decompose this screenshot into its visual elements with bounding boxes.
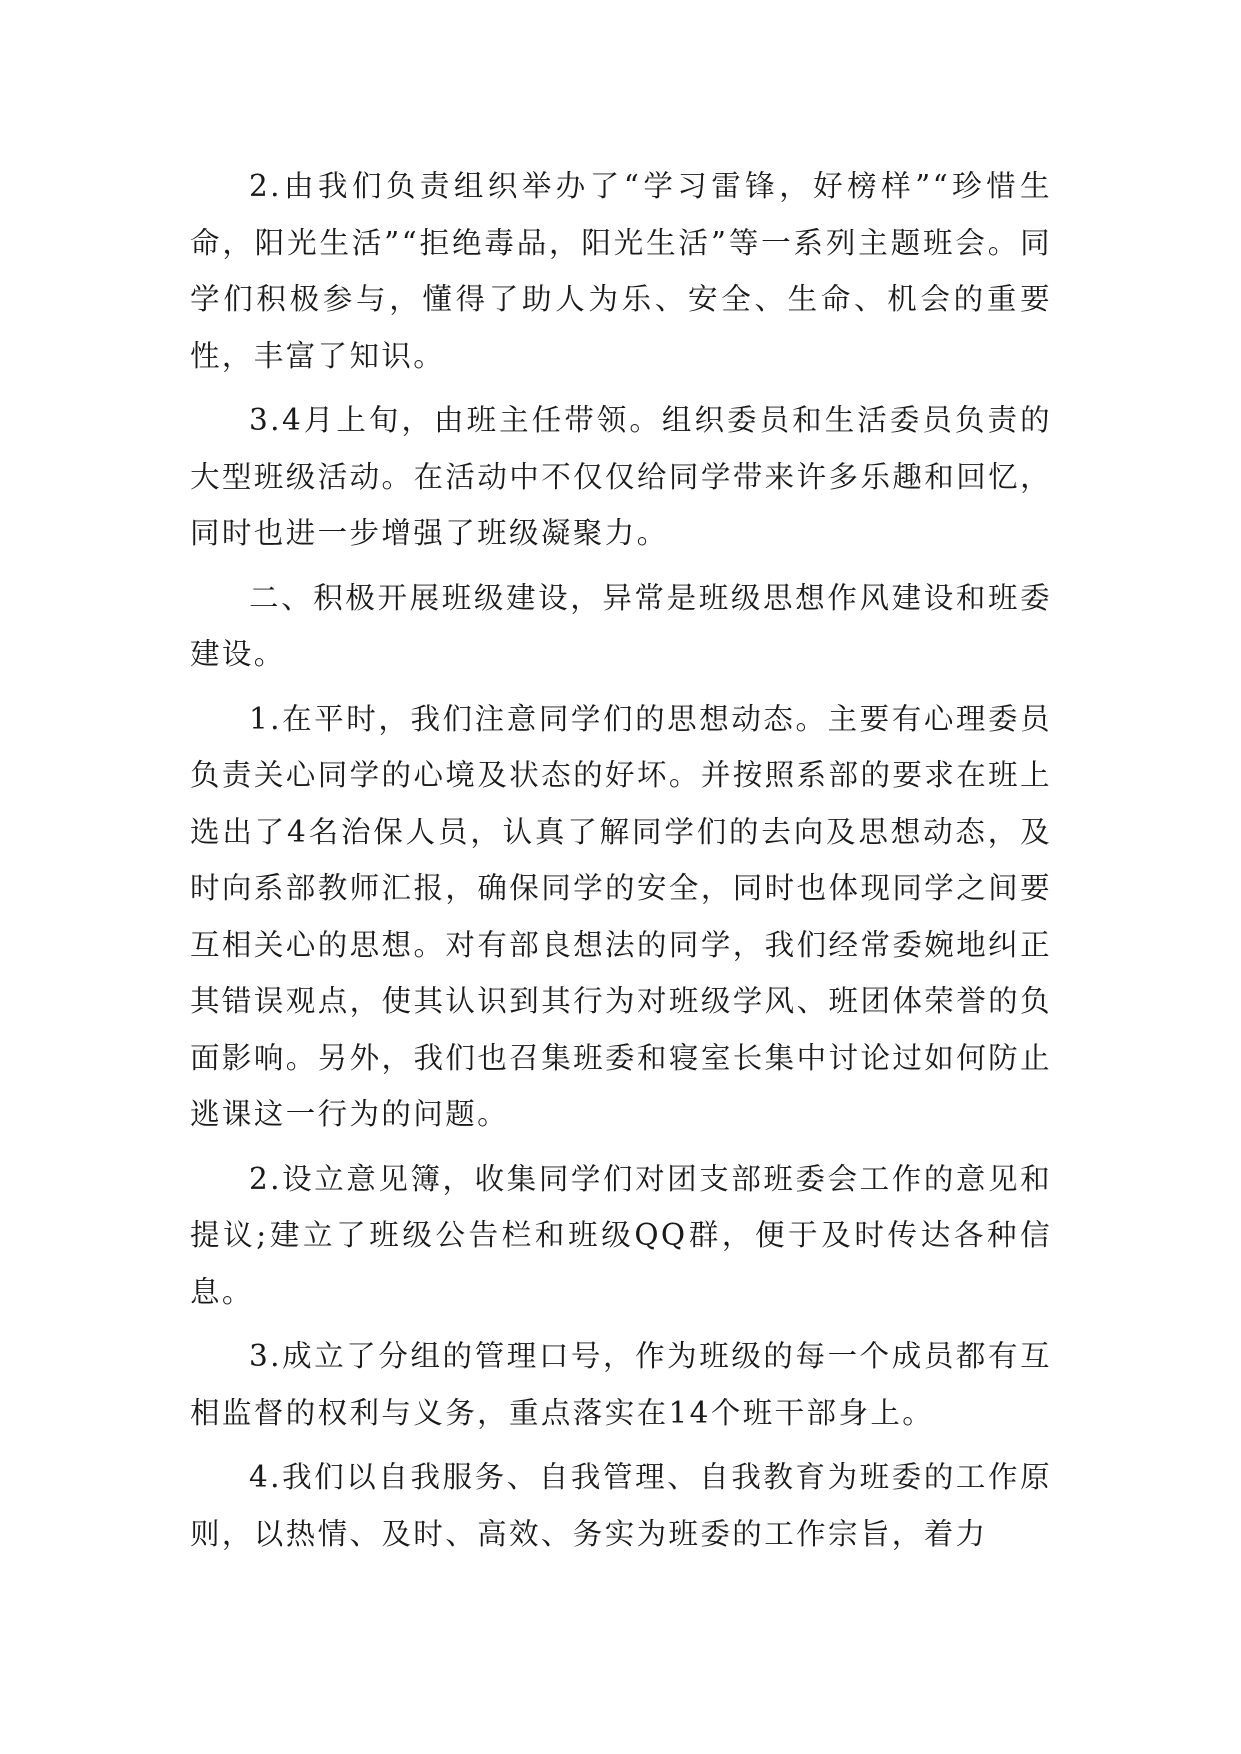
paragraph-6: 4.我们以自我服务、自我管理、自我教育为班委的工作原则，以热情、及时、高效、务实为班委的工作宗旨，着力: [190, 1460, 1052, 1551]
paragraph-4: 2.设立意见簿，收集同学们对团支部班委会工作的意见和提议;建立了班级公告栏和班级QQ群，便于及时传达各种信息。: [190, 1161, 1052, 1309]
section-heading: 二、积极开展班级建设，异常是班级思想作风建设和班委建设。: [190, 580, 1052, 671]
document-page: [190, 158, 1052, 1570]
paragraph-5: 3.成立了分组的管理口号，作为班级的每一个成员都有互相监督的权利与义务，重点落实在14个班干部身上。: [190, 1339, 1052, 1430]
paragraph-3: 1.在平时，我们注意同学们的思想动态。主要有心理委员负责关心同学的心境及状态的好坏。并按照系部的要求在班上选出了4名治保人员，认真了解同学们的去向及思想动态，及时向系部教师汇报，确保同学的安全，同时也体现同学之间要互相关心的思想。对有部良想法的同学，我们经常委婉地纠正其错误观点，使其认识到其行为对班级学风、班团体荣誉的负面影响。另外，我们也召集班委和寝室长集中讨论过如何防止逃课这一行为的问题。: [190, 701, 1052, 1131]
paragraph-2: 3.4月上旬，由班主任带领。组织委员和生活委员负责的大型班级活动。在活动中不仅仅给同学带来许多乐趣和回忆，同时也进一步增强了班级凝聚力。: [190, 403, 1052, 550]
paragraph-1: 2.由我们负责组织举办了“学习雷锋，好榜样”“珍惜生命，阳光生活”“拒绝毒品，阳光生活”等一系列主题班会。同学们积极参与，懂得了助人为乐、安全、生命、机会的重要性，丰富了知识。: [190, 169, 1052, 373]
